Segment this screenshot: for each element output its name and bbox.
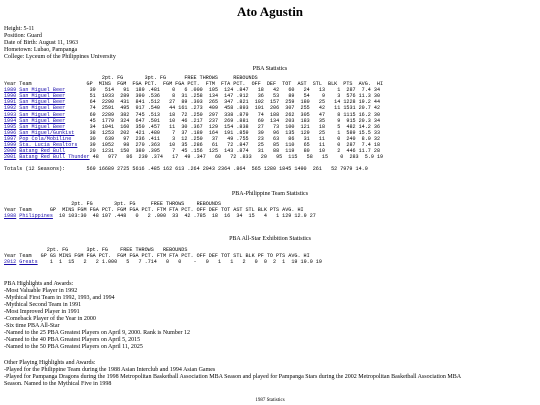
season-year-link[interactable]: 1988 (4, 213, 17, 220)
season-year-link[interactable]: 1992 (4, 105, 17, 112)
team-stats-title: PBA-Philippine Team Statistics (231, 191, 309, 197)
highlight-item: -Most Valuable Player in 1992 (4, 288, 78, 294)
player-bio (4, 26, 116, 61)
pba-highlights-title: PBA Highlights and Awards: (4, 281, 74, 287)
table-header-columns: Year Team GP MINS FGM FGA PCT. FGM FGA PCT. FTM FTA PCT. OFF DEF TOT AST STL BLK PTS AVG. HI (4, 81, 384, 88)
season-year-link[interactable]: 1996 (4, 129, 17, 136)
season-year-link[interactable]: 1993 (4, 111, 17, 118)
season-year-link[interactable]: 1994 (4, 117, 17, 124)
team-link[interactable]: San Miguel Beer (19, 93, 66, 100)
season-year-link[interactable]: 2001 (4, 154, 17, 161)
table-totals: Totals (12 Seasons): 569 16689 2725 5616 .485 162 613 .264 2043 2364 .864 565 1280 1845 1490 261 52 7979 14.0 (4, 166, 368, 173)
team-link[interactable]: San Miguel Beer (19, 105, 66, 112)
season-year-link[interactable]: 2000 (4, 148, 17, 155)
next-section-title: 1987 Statistics (255, 398, 285, 403)
player-height: Height: 5-11 (4, 26, 35, 32)
other-highlights-title: Other Playing Highlights and Awards: (4, 360, 96, 366)
team-link[interactable]: San Miguel Beer (19, 123, 66, 130)
stat-values: 39 1052 98 270 .363 10 35 .286 61 72 .847 25 85 110 65 11 0 287 7.4 18 (89, 142, 381, 149)
player-college: College: Lyceum of the Philippines University (4, 54, 116, 60)
pba-stats-title: PBA Statistics (252, 66, 288, 72)
team-stats-table (4, 201, 316, 219)
table-header-columns: Year Team GP GS MINS FGM FGA PCT. FGM FGA PCT. FTM FTA PCT. OFF DEF TOT STL BLK PF TO PTS AVG. HI (4, 253, 310, 260)
highlight-item: -Mythical Second Team in 1991 (4, 302, 82, 308)
player-name: Ato Agustin (236, 4, 304, 19)
stat-values: 1 1 15 2 2 1.000 5 7 .714 0 0 - 0 1 1 2 0 0 2 1 19 19.0 19 (40, 259, 322, 266)
other-highlights (4, 360, 461, 388)
player-dob: Date of Birth: August 11, 1963 (4, 40, 79, 46)
team-link[interactable]: Pop Cola/Mobiline (19, 135, 72, 142)
team-link[interactable]: San Miguel Beer (19, 117, 66, 124)
highlight-item: -Six time PBA All-Star (4, 323, 60, 329)
highlight-item: -Named to the 25 PBA Greatest Players on April 9, 2000. Rank is Number 12 (4, 330, 190, 336)
highlight-item: -Most Improved Player in 1991 (4, 309, 80, 315)
season-year-link[interactable]: 1990 (4, 93, 17, 100)
stat-values: 38 1253 202 421 .480 7 37 .189 164 191 .859 39 96 135 129 25 1 589 15.5 33 (89, 129, 381, 136)
highlight-item: -Comeback Player of the Year in 2000 (4, 316, 96, 322)
team-link[interactable]: Batang Red Bull Thunder (19, 154, 90, 161)
stat-values: 48 977 86 239 .374 17 49 .347 60 72 .833 20 95 115 58 15 0 283 5.9 19 (92, 154, 384, 161)
table-header-groups: 2pt. FG 3pt. FG FREE THROWS REBOUNDS (4, 247, 188, 253)
team-link[interactable]: San Miguel/Gunkist (19, 129, 75, 136)
season-year-link[interactable]: 1995 (4, 123, 17, 130)
stat-values: 10 103:30 48 107 .448 0 2 .000 33 42 .785 18 16 34 15 4 1 129 12.9 27 (55, 213, 316, 220)
other-item: -Played for Pampanga Dragons during the 1998 Metropolitan Basketball Association MBA Season and played for Pampanga Stars during the 2002 Metropolitan Basketball Association MBA (4, 374, 462, 380)
team-link[interactable]: San Miguel Beer (19, 99, 66, 106)
stat-values: 74 2591 495 917 .540 44 161 .273 409 458 .893 101 206 307 255 42 11 1531 20.7 42 (89, 105, 381, 112)
other-item: -Played for the Philippine Team during the 1988 Asian Interclub and 1994 Asian Games (4, 367, 216, 373)
pba-stats-table (4, 75, 383, 173)
team-link[interactable]: San Miguel Beer (19, 111, 66, 118)
highlight-item: -Named to the 40 PBA Greatest Players on April 5, 2015 (4, 337, 141, 343)
table-header-columns: Year Team GP MINS FGM FGA PCT. FGM FGA PCT. FTM FTA PCT. OFF DEF TOT AST STL BLK PTS AVG. HI (4, 207, 304, 214)
allstar-stats-title: PBA All-Star Exhibition Statistics (229, 236, 311, 242)
stat-values: 20 1231 150 380 .395 7 45 .156 125 143 .874 31 88 119 80 10 2 446 11.7 28 (89, 148, 381, 155)
other-item: Season. Named to the Mythical Five in 1998 (4, 381, 112, 387)
season-year-link[interactable]: 2012 (4, 259, 17, 266)
team-link[interactable]: Philippines (19, 213, 53, 220)
stat-values: 51 1033 289 390 .536 8 31 .258 134 147 .912 36 53 89 54 9 3 576 11.3 30 (89, 93, 381, 100)
stat-values: 30 639 97 236 .411 3 12 .250 37 49 .755 23 63 86 31 11 0 240 8.0 32 (89, 135, 381, 142)
highlight-item: -Named to the 50 PBA Greatest Players on April 11, 2025 (4, 344, 143, 350)
player-hometown: Hometown: Lubao, Pampanga (4, 47, 78, 53)
stat-values: 45 1779 324 647 .501 10 46 .217 237 269 .881 69 134 203 183 35 9 915 20.3 34 (89, 117, 381, 124)
season-year-link[interactable]: 1999 (4, 142, 17, 149)
stat-values: 69 2289 382 745 .513 18 72 .250 297 338 .879 74 188 262 305 47 8 1115 16.2 30 (89, 111, 381, 118)
pba-highlights (4, 281, 190, 351)
season-year-link[interactable]: 1989 (4, 87, 17, 94)
player-position: Position: Guard (4, 33, 42, 39)
team-link[interactable]: Greats (19, 259, 38, 266)
table-header-groups: 2pt. FG 3pt. FG FREE THROWS REBOUNDS (4, 75, 258, 81)
season-year-link[interactable]: 1997 (4, 135, 17, 142)
stat-values: 39 514 91 189 .481 0 6 .000 105 124 .847 18 42 60 24 13 1 287 7.4 34 (89, 87, 381, 94)
team-link[interactable]: Sta. Lucia Realtors (19, 142, 78, 149)
team-link[interactable]: Batang Red Bull (19, 148, 66, 155)
season-year-link[interactable]: 1991 (4, 99, 17, 106)
allstar-stats-table (4, 247, 322, 265)
table-header-groups: 2pt. FG 3pt. FG FREE THROWS REBOUNDS (4, 201, 222, 207)
team-link[interactable]: San Miguel Beer (19, 87, 66, 94)
highlight-item: -Mythical First Team in 1992, 1993, and 1994 (4, 295, 115, 301)
stat-values: 64 2290 431 841 .512 27 89 .303 265 347 .821 102 157 259 180 25 14 1228 19.2 44 (89, 99, 381, 106)
stat-values: 34 1041 160 350 .457 11 30 .367 129 154 .838 27 73 100 121 18 5 482 14.2 36 (89, 123, 381, 130)
